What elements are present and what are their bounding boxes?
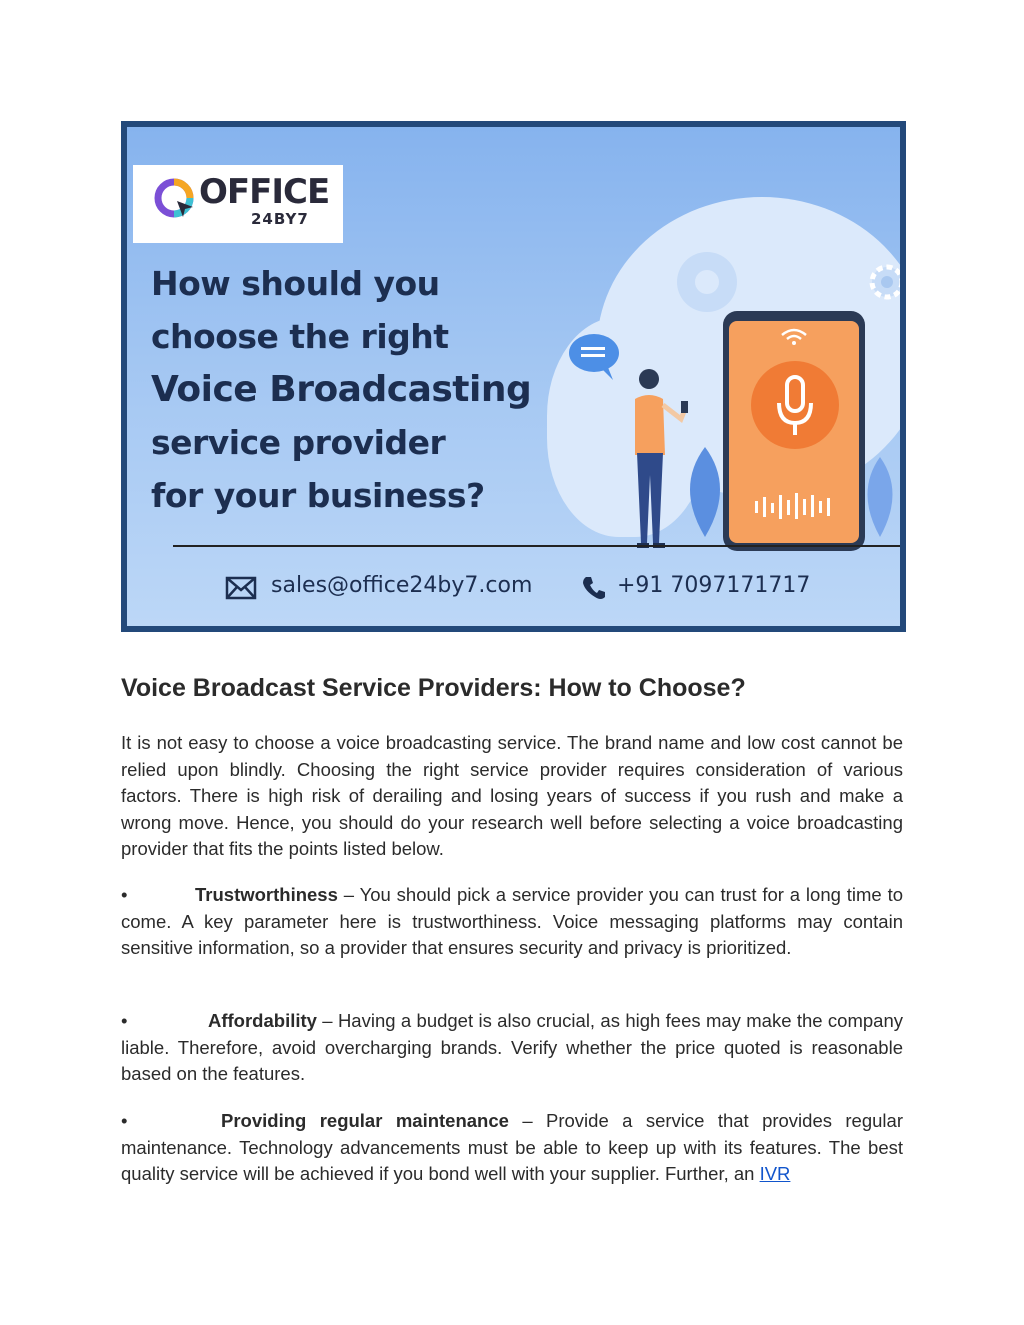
phone-icon [581, 575, 607, 601]
bullet-marker: • [121, 884, 128, 905]
logo-mark-icon [153, 177, 195, 219]
headline-line: choose the right [151, 317, 449, 356]
bullet-term: Trustworthiness [195, 884, 338, 905]
headline-line: for your business? [151, 476, 485, 515]
chat-bubble-icon [567, 332, 623, 382]
wifi-icon [779, 327, 809, 345]
bullet-marker: • [121, 1010, 128, 1031]
intro-paragraph: It is not easy to choose a voice broadcasting service. The brand name and low cost cannot be relied upon blindly. Choosing the right service provider requires consideration of various factors. There is high risk of derailing and losing years of success if you rush and make a wrong move. Hence, you should do your research well before selecting a voice broadcasting provider that fits the points listed below. [121, 732, 903, 859]
gear-icon [867, 262, 906, 302]
brand-logo [133, 165, 343, 243]
bullet-paragraph [121, 1108, 903, 1188]
logo-wordmark: OFFICE [199, 172, 330, 212]
bullet-term: Providing regular maintenance [221, 1110, 509, 1131]
bullet-paragraph [121, 882, 903, 962]
microphone-icon [751, 361, 839, 449]
phone-illustration [723, 311, 865, 551]
ivr-link[interactable]: IVR [759, 1163, 791, 1184]
bullet-term: Affordability [208, 1010, 317, 1031]
bullet-marker: • [121, 1110, 128, 1131]
bullet-text: – Having a budget is also crucial, as high fees may make the company liable. Therefore, avoid overcharging brands. Verify whether the price quoted is reasonable based on the features. [121, 1010, 903, 1084]
headline-line: service provider [151, 423, 446, 462]
mail-icon [225, 576, 257, 600]
article-title: Voice Broadcast Service Providers: How to Choose? [121, 674, 746, 702]
contact-email: sales@office24by7.com [271, 573, 533, 598]
contact-phone: +91 7097171717 [617, 573, 811, 598]
logo-subtext: 24BY7 [251, 210, 309, 228]
phone-screen [729, 321, 859, 543]
mic-circle [751, 361, 839, 449]
divider [173, 545, 906, 547]
bullet-text: – Provide a service that provides regular maintenance. Technology advancements must be able to keep up with its features. The best quality service will be achieved if you bond well with your supplier. Further, an [121, 1110, 903, 1184]
soundwave-icon [751, 491, 839, 521]
hero-banner [121, 121, 906, 632]
headline-line: How should you [151, 264, 440, 303]
bullet-text: – You should pick a service provider you can trust for a long time to come. A key parameter here is trustworthiness. Voice messaging platforms may contain sensitive information, so a provider that ensures security and privacy is prioritized. [121, 884, 903, 958]
headline-line-emphasis: Voice Broadcasting [151, 369, 532, 410]
banner-headline [151, 257, 531, 522]
bullet-paragraph [121, 1008, 903, 1088]
